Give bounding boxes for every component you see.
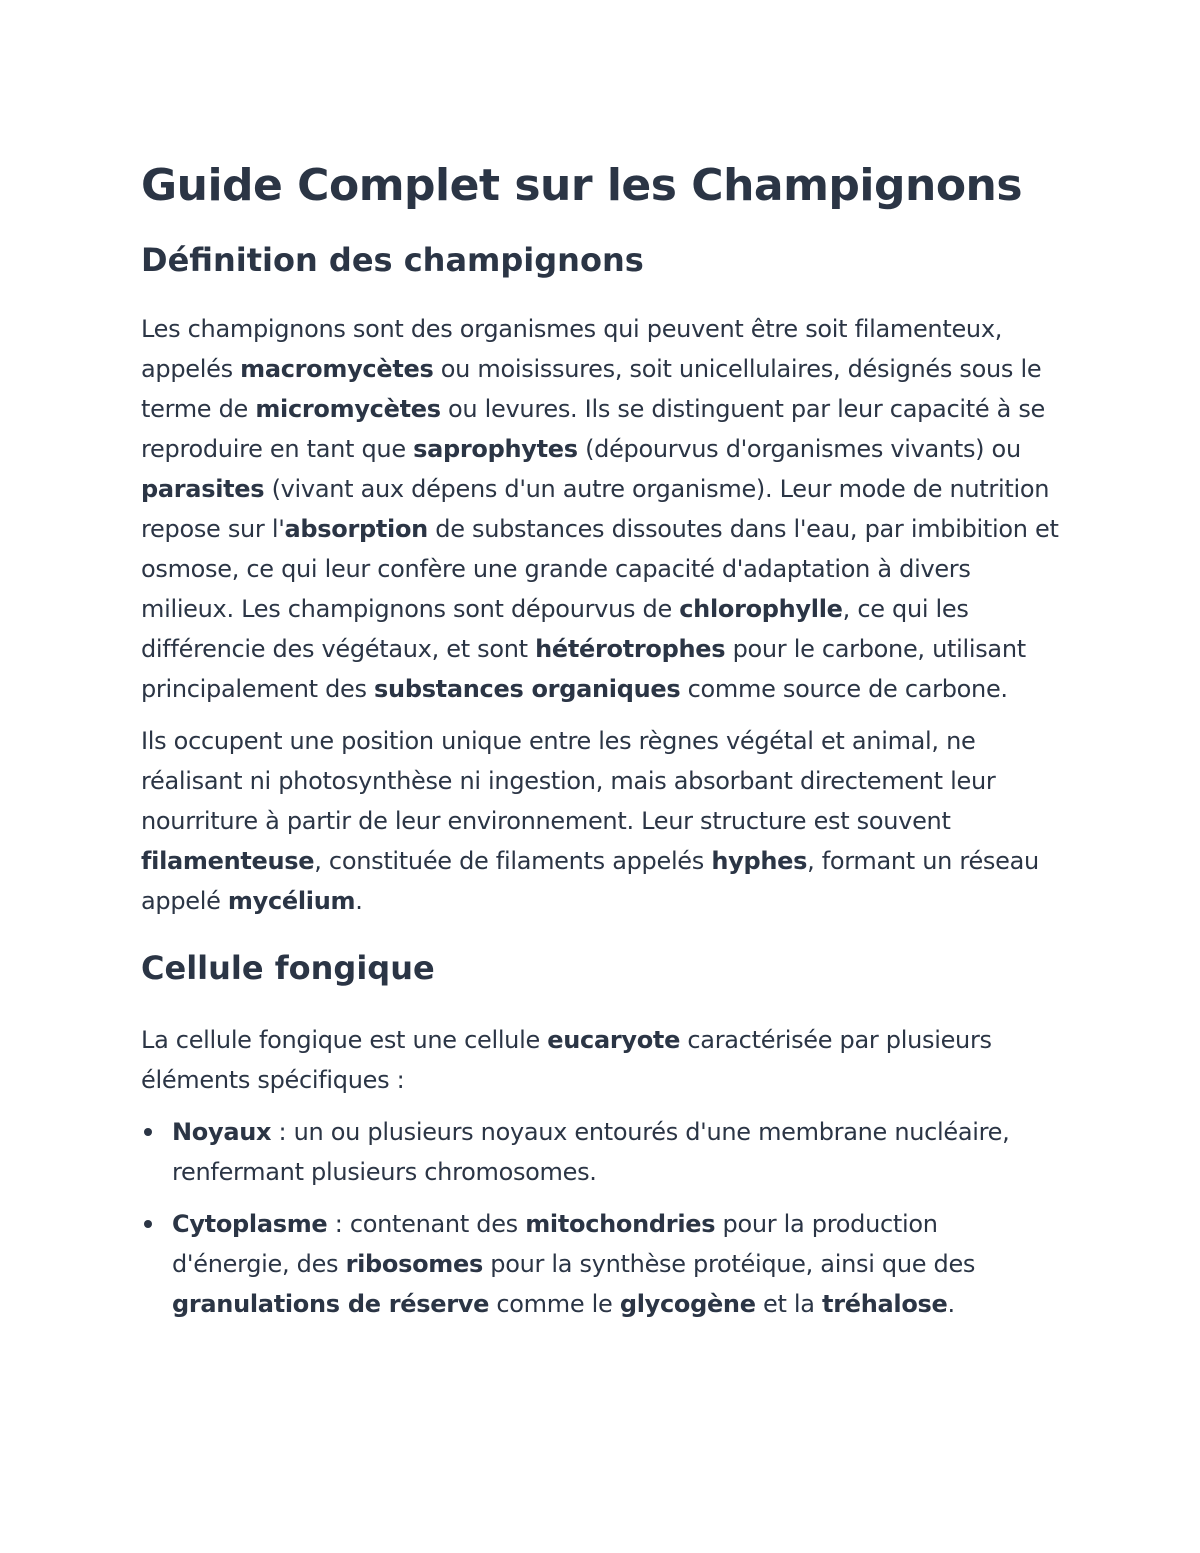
list-item (141, 1204, 1061, 1324)
bold-term: hyphes (711, 847, 808, 876)
bold-term: eucaryote (547, 1025, 681, 1054)
paragraph: Les champignons sont des organismes qui peuvent être soit filamenteux, appelés macromycètes ou moisissures, soit unicellulaires, désignés sous le terme de micromycètes ou levures. Ils se distinguent par leur capacité à se reproduire en tant que saprophytes (dépourvus d'organismes vivants) ou parasites (vivant aux dépens d'un autre organisme). Leur mode de nutrition repose sur l'absorption de substances dissoutes dans l'eau, par imbibition et osmose, ce qui leur confère une grande capacité d'adaptation à divers milieux. Les champignons sont dépourvus de chlorophylle, ce qui les différencie des végétaux, et sont hétérotrophes pour le carbone, utilisant principalement des substances organiques comme source de carbone. (141, 315, 1059, 704)
bold-term: tréhalose (822, 1289, 948, 1318)
paragraph: La cellule fongique est une cellule eucaryote caractérisée par plusieurs éléments spécifiques : (141, 1025, 992, 1094)
bold-term: hétérotrophes (535, 635, 726, 664)
bold-term: mitochondries (525, 1209, 716, 1238)
bold-term: macromycètes (240, 355, 434, 384)
bold-term: Noyaux (172, 1117, 272, 1146)
bullet-dot-icon (144, 1128, 152, 1136)
bold-term: Cytoplasme (172, 1209, 328, 1238)
bold-term: substances organiques (374, 675, 681, 704)
bold-term: micromycètes (255, 395, 441, 424)
list-item-text: Noyaux : un ou plusieurs noyaux entourés d'une membrane nucléaire, renfermant plusieurs chromosomes. (172, 1117, 1010, 1186)
section-heading-cellule: Cellule fongique (141, 949, 435, 988)
bold-term: ribosomes (345, 1249, 483, 1278)
document-page (141, 160, 1061, 1336)
bold-term: parasites (141, 475, 265, 504)
section-heading-definition: Définition des champignons (141, 240, 644, 279)
document-title: Guide Complet sur les Champignons (141, 160, 1023, 211)
bold-term: absorption (284, 515, 428, 544)
bold-term: granulations de réserve (172, 1289, 490, 1318)
bold-term: glycogène (619, 1289, 756, 1318)
bold-term: chlorophylle (679, 595, 843, 624)
bullet-dot-icon (144, 1220, 152, 1228)
list-item-text: Cytoplasme : contenant des mitochondries pour la production d'énergie, des ribosomes pour la synthèse protéique, ainsi que des granulations de réserve comme le glycogène et la tréhalose. (172, 1209, 976, 1318)
bullet-list (141, 1112, 1061, 1324)
bold-term: saprophytes (413, 435, 578, 464)
paragraph: Ils occupent une position unique entre les règnes végétal et animal, ne réalisant ni photosynthèse ni ingestion, mais absorbant directement leur nourriture à partir de leur environnement. Leur structure est souvent filamenteuse, constituée de filaments appelés hyphes, formant un réseau appelé mycélium. (141, 727, 1039, 916)
list-item (141, 1112, 1061, 1192)
bold-term: mycélium (227, 887, 356, 916)
bold-term: filamenteuse (141, 847, 315, 876)
